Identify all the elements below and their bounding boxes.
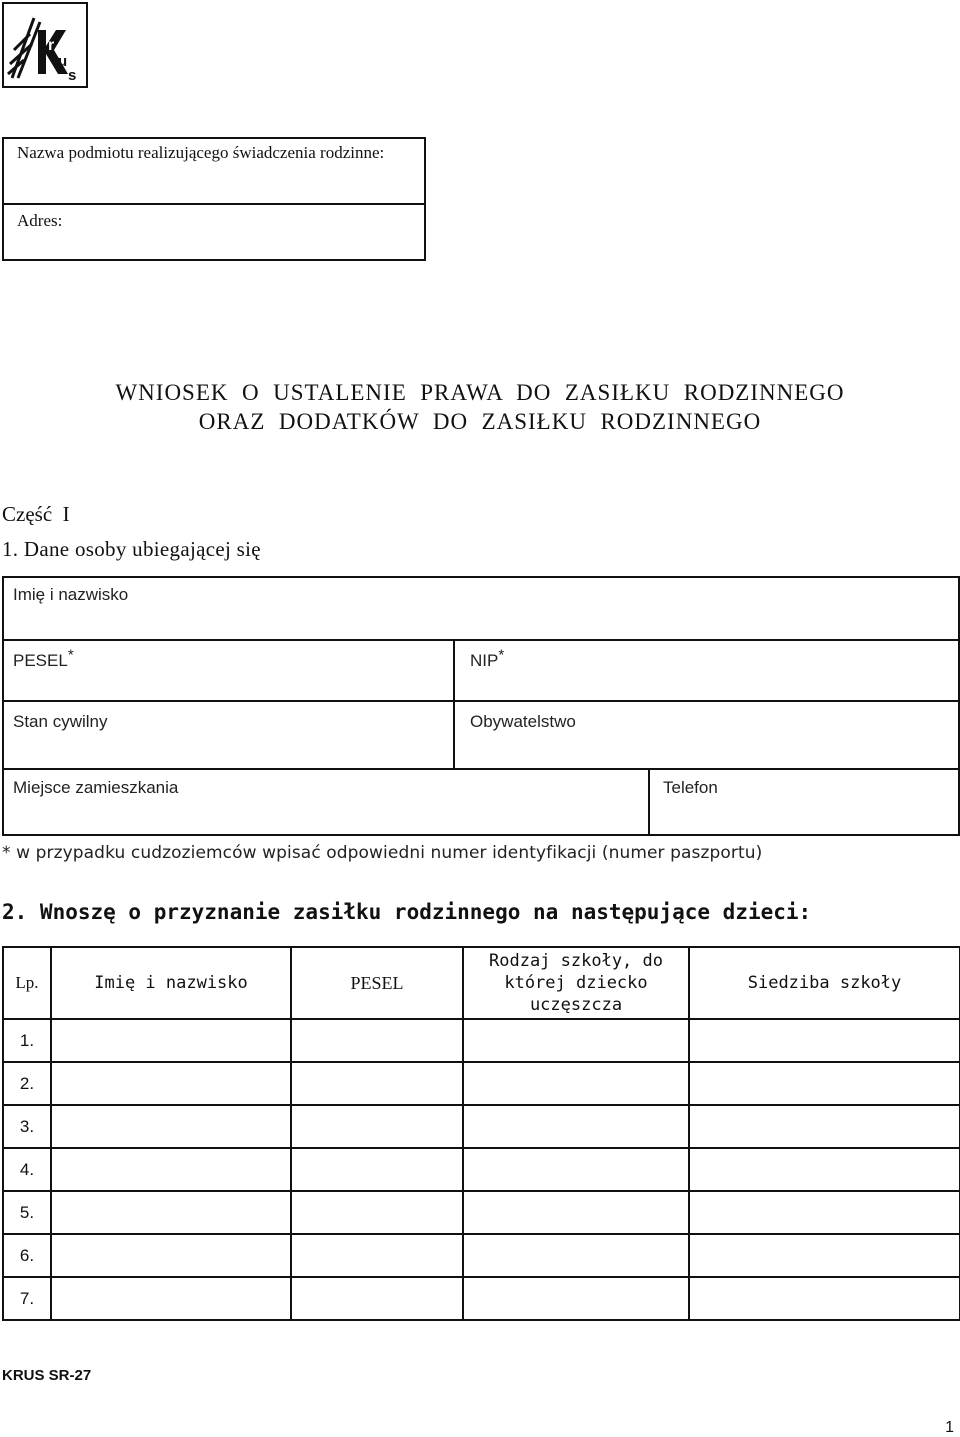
full-name-label: Imię i nazwisko xyxy=(13,585,129,604)
page-number: 1 xyxy=(945,1419,954,1436)
school-type-cell[interactable] xyxy=(463,1019,689,1062)
table-row xyxy=(3,1105,960,1148)
table-row xyxy=(3,1277,960,1320)
child-name-cell[interactable] xyxy=(51,1191,291,1234)
divider xyxy=(4,639,958,641)
table-row xyxy=(3,1234,960,1277)
child-name-cell[interactable] xyxy=(51,1105,291,1148)
school-seat-cell[interactable] xyxy=(689,1062,960,1105)
footnote: * w przypadku cudzoziemców wpisać odpowiedni numer identyfikacji (numer paszportu) xyxy=(2,843,763,863)
pesel-field[interactable] xyxy=(13,646,74,671)
institution-name-label: Nazwa podmiotu realizującego świadczenia rodzinne: xyxy=(17,143,385,162)
school-seat-cell[interactable] xyxy=(689,1191,960,1234)
child-pesel-cell[interactable] xyxy=(291,1191,463,1234)
row-number: 1. xyxy=(3,1019,51,1062)
school-type-cell[interactable] xyxy=(463,1062,689,1105)
column-header-school-type: Rodzaj szkoły, do której dziecko uczęszcza xyxy=(463,947,689,1019)
marital-status-field[interactable] xyxy=(13,712,107,732)
divider xyxy=(453,639,455,770)
school-seat-cell[interactable] xyxy=(689,1277,960,1320)
column-header-school-seat: Siedziba szkoły xyxy=(689,947,960,1019)
column-header-name: Imię i nazwisko xyxy=(51,947,291,1019)
school-type-cell[interactable] xyxy=(463,1234,689,1277)
column-header-lp: Lp. xyxy=(3,947,51,1019)
institution-address-label: Adres: xyxy=(17,211,63,230)
row-number: 2. xyxy=(3,1062,51,1105)
section2-heading: 2. Wnoszę o przyznanie zasiłku rodzinnego na następujące dzieci: xyxy=(2,900,812,924)
divider xyxy=(4,700,958,702)
table-row xyxy=(3,1148,960,1191)
nip-label: NIP xyxy=(470,651,499,670)
table-header-row xyxy=(3,947,960,1019)
full-name-field[interactable] xyxy=(13,585,128,605)
pesel-label: PESEL xyxy=(13,651,68,670)
applicant-data-table xyxy=(2,576,960,836)
child-name-cell[interactable] xyxy=(51,1234,291,1277)
pesel-asterisk: * xyxy=(67,646,74,664)
form-title-line2: ORAZ DODATKÓW DO ZASIŁKU RODZINNEGO xyxy=(198,409,762,434)
svg-text:s: s xyxy=(68,67,77,84)
row-number: 4. xyxy=(3,1148,51,1191)
institution-name-field[interactable] xyxy=(4,139,424,205)
nip-asterisk: * xyxy=(498,646,505,664)
row-number: 6. xyxy=(3,1234,51,1277)
section1-heading: 1. Dane osoby ubiegającej się xyxy=(2,537,261,561)
school-type-cell[interactable] xyxy=(463,1148,689,1191)
marital-status-label: Stan cywilny xyxy=(13,712,108,731)
citizenship-label: Obywatelstwo xyxy=(470,712,576,731)
child-pesel-cell[interactable] xyxy=(291,1234,463,1277)
krus-logo-graphic xyxy=(4,4,86,86)
form-title-line1: WNIOSEK O USTALENIE PRAWA DO ZASIŁKU RODZINNEGO xyxy=(115,380,845,405)
institution-address-field[interactable] xyxy=(4,205,424,232)
nip-field[interactable] xyxy=(470,646,505,671)
child-pesel-cell[interactable] xyxy=(291,1062,463,1105)
child-name-cell[interactable] xyxy=(51,1148,291,1191)
row-number: 7. xyxy=(3,1277,51,1320)
residence-label: Miejsce zamieszkania xyxy=(13,778,179,797)
table-row xyxy=(3,1019,960,1062)
phone-label: Telefon xyxy=(663,778,718,797)
institution-box xyxy=(2,137,426,261)
svg-text:u: u xyxy=(58,53,68,70)
phone-field[interactable] xyxy=(663,778,718,798)
column-header-pesel: PESEL xyxy=(291,947,463,1019)
svg-text:r: r xyxy=(48,37,55,54)
school-type-cell[interactable] xyxy=(463,1277,689,1320)
school-seat-cell[interactable] xyxy=(689,1019,960,1062)
child-name-cell[interactable] xyxy=(51,1062,291,1105)
krus-logo xyxy=(2,2,88,88)
child-pesel-cell[interactable] xyxy=(291,1105,463,1148)
school-seat-cell[interactable] xyxy=(689,1234,960,1277)
table-row xyxy=(3,1062,960,1105)
child-pesel-cell[interactable] xyxy=(291,1019,463,1062)
school-seat-cell[interactable] xyxy=(689,1148,960,1191)
row-number: 3. xyxy=(3,1105,51,1148)
child-pesel-cell[interactable] xyxy=(291,1148,463,1191)
citizenship-field[interactable] xyxy=(470,712,576,732)
school-seat-cell[interactable] xyxy=(689,1105,960,1148)
child-name-cell[interactable] xyxy=(51,1277,291,1320)
form-code: KRUS SR-27 xyxy=(2,1367,92,1384)
residence-field[interactable] xyxy=(13,778,178,798)
part-label: Część I xyxy=(2,502,70,526)
row-number: 5. xyxy=(3,1191,51,1234)
table-row xyxy=(3,1191,960,1234)
divider xyxy=(4,768,958,770)
children-table xyxy=(2,946,960,1321)
child-name-cell[interactable] xyxy=(51,1019,291,1062)
school-type-cell[interactable] xyxy=(463,1191,689,1234)
school-type-cell[interactable] xyxy=(463,1105,689,1148)
divider xyxy=(648,768,650,836)
child-pesel-cell[interactable] xyxy=(291,1277,463,1320)
